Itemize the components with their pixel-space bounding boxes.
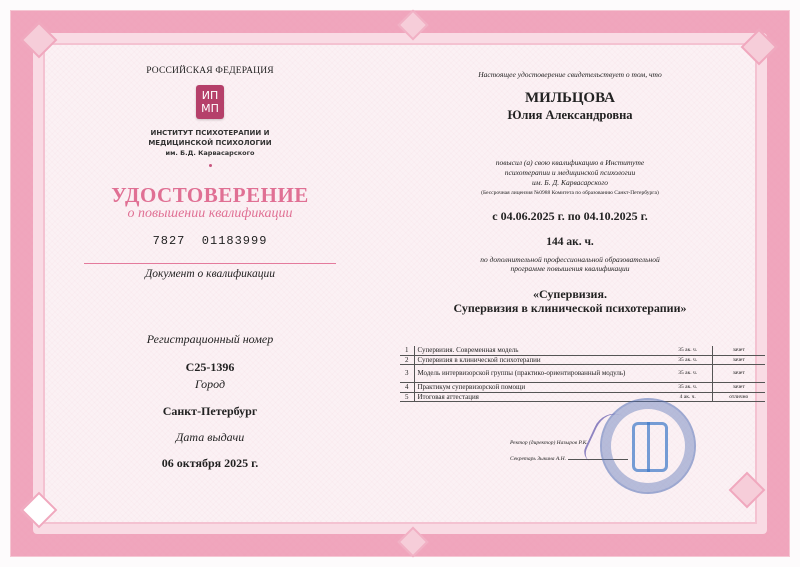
document-type: Документ о квалификации [144, 268, 276, 280]
program-desc-line-2: программе повышения квалификации [510, 264, 630, 273]
registration-number: С25-1396 [185, 360, 235, 374]
program-title [420, 287, 720, 315]
serial-number: 7827 01183999 [152, 234, 268, 248]
module-number: 3 [400, 365, 414, 383]
left-panel [80, 60, 340, 471]
divider [84, 263, 336, 264]
holder-given-names: Юлия Александровна [507, 108, 633, 122]
table-row [400, 346, 765, 355]
secretary-name: Секретарь Зыкина А.Н. [510, 456, 566, 462]
city-label: Город [194, 377, 226, 391]
table-row [400, 383, 765, 393]
document-subtitle: о повышении квалификации [127, 206, 293, 221]
country: РОССИЙСКАЯ ФЕДЕРАЦИЯ [146, 66, 274, 76]
table-row [400, 355, 765, 365]
module-name: Модель интервизорской группы (практико-ориентированный модуль) [414, 365, 664, 383]
program-desc-line-1: по дополнительной профессиональной образовательной [480, 255, 660, 264]
module-grade: зачет [712, 355, 765, 365]
logo-line-1: ИП [201, 89, 219, 102]
module-number: 1 [400, 346, 414, 355]
module-name: Супервизия в клинической психотерапии [414, 355, 664, 365]
module-name: Практикум супервизорской помощи [414, 383, 664, 393]
modules-table [400, 346, 765, 402]
document-title: УДОСТОВЕРЕНИЕ [111, 183, 309, 207]
module-name: Итоговая аттестация [414, 392, 664, 402]
module-number: 4 [400, 383, 414, 393]
total-hours: 144 ак. ч. [546, 236, 594, 248]
registration-label: Регистрационный номер [146, 332, 274, 346]
issue-date-label: Дата выдачи [175, 430, 245, 444]
license-text: (Бессрочная лицензия №0988 Комитета по образованию Санкт-Петербурга) [481, 190, 659, 196]
certifies-text: Настоящее удостоверение свидетельствует о том, что [478, 70, 662, 79]
module-number: 2 [400, 355, 414, 365]
module-hours: 35 ак. ч. [664, 346, 712, 355]
module-hours: 4 ак. ч. [664, 392, 712, 402]
program-title-line-2: Супервизия в клинической психотерапии» [453, 301, 687, 315]
module-grade: зачет [712, 346, 765, 355]
holder-surname: МИЛЬЦОВА [525, 90, 615, 106]
module-grade: зачет [712, 383, 765, 393]
module-hours: 35 ак. ч. [664, 365, 712, 383]
improved-line-3: им. Б. Д. Карвасарского [531, 178, 609, 187]
module-number: 5 [400, 392, 414, 402]
module-hours: 35 ак. ч. [664, 383, 712, 393]
module-hours: 35 ак. ч. [664, 355, 712, 365]
module-grade: зачет [712, 365, 765, 383]
improved-line-1: повысил (а) свою квалификацию в Институте [495, 158, 645, 167]
module-grade: отлично [712, 392, 765, 402]
table-row [400, 365, 765, 383]
table-row [400, 392, 765, 402]
improved-line-2: психотерапии и медицинской психологии [504, 168, 636, 177]
improved-qualification-text [420, 158, 720, 188]
logo-line-2: МП [201, 102, 219, 115]
dot-ornament-icon [209, 164, 212, 167]
city: Санкт-Петербург [162, 404, 258, 418]
institute-line-3: им. Б.Д. Карвасарского [165, 149, 255, 157]
institute-line-1: ИНСТИТУТ ПСИХОТЕРАПИИ И [150, 129, 270, 137]
institute-name [80, 128, 340, 158]
institute-line-2: МЕДИЦИНСКОЙ ПСИХОЛОГИИ [148, 139, 272, 147]
rector-name: Ректор (директор) Назыров Р.К. [510, 440, 588, 446]
program-description [420, 255, 720, 273]
issue-date: 06 октября 2025 г. [161, 456, 259, 470]
program-title-line-1: «Супервизия. [533, 287, 607, 301]
institute-logo-icon [196, 85, 224, 119]
module-name: Супервизия. Современная модель [414, 346, 664, 355]
right-panel [420, 70, 720, 315]
training-period: с 04.06.2025 г. по 04.10.2025 г. [492, 209, 648, 223]
